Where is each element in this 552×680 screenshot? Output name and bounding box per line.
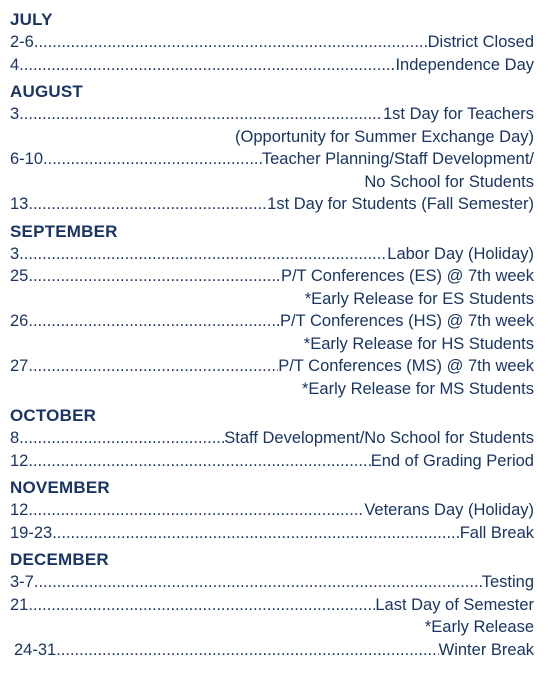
entry-description: Last Day of Semester bbox=[375, 595, 534, 614]
entry-description: Winter Break bbox=[438, 640, 534, 659]
dot-leader bbox=[52, 522, 460, 545]
entry-note: *Early Release for HS Students bbox=[303, 334, 534, 353]
dot-leader bbox=[34, 571, 482, 594]
dot-leader bbox=[19, 103, 383, 126]
month-heading: NOVEMBER bbox=[10, 478, 110, 497]
entry-date: 24-31 bbox=[14, 640, 57, 659]
entry-description: P/T Conferences (MS) @ 7th week bbox=[278, 357, 534, 375]
entry-date: 13 bbox=[10, 195, 29, 213]
dot-leader bbox=[28, 594, 375, 617]
calendar-entry bbox=[10, 31, 534, 54]
calendar-entry bbox=[10, 54, 534, 77]
entry-description: End of Grading Period bbox=[370, 451, 534, 470]
entry-description: District Closed bbox=[427, 33, 534, 51]
calendar-entry bbox=[10, 103, 534, 126]
entry-description: Veterans Day (Holiday) bbox=[364, 501, 534, 519]
dot-leader bbox=[28, 450, 370, 473]
calendar-entry bbox=[10, 427, 534, 450]
dot-leader bbox=[34, 31, 428, 54]
month-heading: OCTOBER bbox=[10, 406, 97, 425]
calendar-entry bbox=[10, 355, 534, 378]
calendar-entry bbox=[10, 265, 534, 288]
entry-description: P/T Conferences (ES) @ 7th week bbox=[280, 267, 534, 285]
entry-date: 21 bbox=[10, 595, 29, 614]
entry-date: 2-6 bbox=[10, 33, 34, 51]
entry-description: Staff Development/No School for Students bbox=[224, 429, 534, 447]
dot-leader bbox=[19, 54, 395, 77]
dot-leader bbox=[19, 427, 224, 450]
entry-note: *Early Release bbox=[424, 618, 534, 636]
entry-note: No School for Students bbox=[364, 172, 534, 191]
calendar-entry bbox=[10, 193, 534, 216]
dot-leader bbox=[28, 355, 278, 378]
calendar-entry bbox=[10, 522, 534, 545]
entry-description: P/T Conferences (HS) @ 7th week bbox=[280, 312, 534, 330]
entry-date: 3 bbox=[10, 244, 20, 263]
calendar-entry bbox=[10, 243, 534, 266]
entry-date: 4 bbox=[10, 55, 20, 74]
dot-leader bbox=[28, 310, 280, 333]
entry-description: 1st Day for Teachers bbox=[382, 105, 534, 123]
month-heading: DECEMBER bbox=[10, 550, 109, 569]
entry-date: 19-23 bbox=[10, 523, 53, 542]
dot-leader bbox=[43, 148, 262, 171]
calendar-entry bbox=[10, 499, 534, 522]
entry-description: Teacher Planning/Staff Development/ bbox=[261, 150, 534, 168]
entry-date: 12 bbox=[10, 501, 29, 519]
entry-note: *Early Release for MS Students bbox=[301, 379, 534, 398]
entry-description: 1st Day for Students (Fall Semester) bbox=[267, 195, 534, 213]
calendar-entry bbox=[10, 148, 534, 171]
calendar-entry bbox=[10, 639, 534, 662]
month-heading: AUGUST bbox=[10, 82, 83, 101]
entry-date: 25 bbox=[10, 267, 29, 285]
dot-leader bbox=[28, 193, 267, 216]
entry-note: (Opportunity for Summer Exchange Day) bbox=[235, 127, 534, 146]
calendar-entry bbox=[10, 310, 534, 333]
month-heading: SEPTEMBER bbox=[10, 221, 118, 241]
entry-description: Labor Day (Holiday) bbox=[387, 244, 534, 263]
entry-description: Testing bbox=[481, 573, 534, 591]
dot-leader bbox=[28, 265, 281, 288]
entry-date: 3-7 bbox=[10, 573, 34, 591]
entry-note: *Early Release for ES Students bbox=[304, 289, 534, 308]
entry-date: 3 bbox=[10, 105, 20, 123]
entry-date: 8 bbox=[10, 429, 20, 447]
entry-date: 12 bbox=[10, 451, 29, 470]
calendar-entry bbox=[10, 450, 534, 473]
entry-description: Independence Day bbox=[395, 55, 534, 74]
dot-leader bbox=[56, 639, 438, 662]
month-heading: JULY bbox=[10, 10, 53, 29]
entry-date: 6-10 bbox=[10, 150, 44, 168]
calendar-entry bbox=[10, 594, 534, 617]
entry-date: 27 bbox=[10, 357, 29, 375]
dot-leader bbox=[19, 243, 387, 266]
entry-date: 26 bbox=[10, 312, 29, 330]
dot-leader bbox=[28, 499, 364, 522]
entry-description: Fall Break bbox=[459, 523, 534, 542]
calendar-entry bbox=[10, 571, 534, 594]
